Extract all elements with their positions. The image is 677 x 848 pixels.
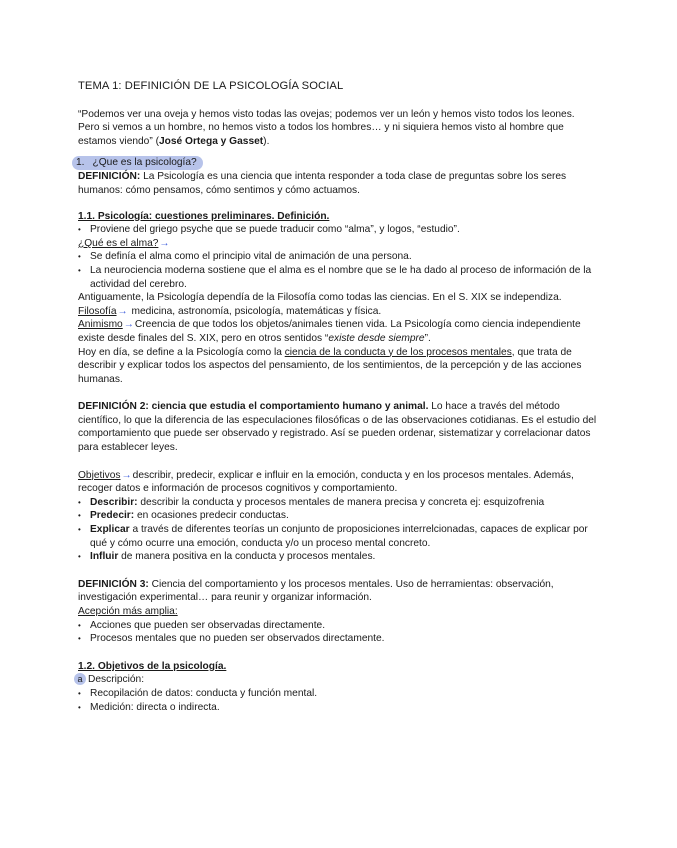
alma-list — [78, 250, 598, 291]
descripcion-list — [78, 687, 598, 714]
section-number: 1. — [76, 157, 85, 169]
list-item — [78, 550, 598, 564]
objetivos-paragraph — [78, 469, 598, 496]
arrow-right-icon: → — [123, 319, 134, 331]
opening-quote — [78, 108, 598, 149]
hoy-post: , que trata de describir y explicar todos los aspectos del pensamiento, de los sentimientos, de la percepción y de las acciones humanas. — [78, 346, 582, 385]
item-text: a través de diferentes teorías un conjunto de proposiciones interrelcionadas, capaces de explicar por qué y cómo ocurre una emoción, conducta y/o un proceso mental concreto. — [90, 524, 588, 549]
quote-author: José Ortega y Gasset — [158, 135, 264, 147]
list-item — [78, 509, 598, 523]
definition-label: DEFINICIÓN: — [78, 171, 141, 183]
filosofia-text: medicina, astronomía, psicología, matemáticas y física. — [128, 305, 382, 317]
acepcion-heading: Acepción más amplia: — [78, 606, 178, 617]
document-body — [78, 80, 598, 714]
animismo-label: Animismo — [78, 319, 123, 331]
item-text: en ocasiones predecir conductas. — [134, 510, 289, 522]
letter-marker: a — [74, 673, 86, 685]
document-title: TEMA 1: DEFINICIÓN DE LA PSICOLOGÍA SOCIAL — [78, 80, 344, 92]
item-term: Explicar — [90, 524, 130, 536]
hoy-paragraph — [78, 346, 598, 387]
item-term: Influir — [90, 551, 119, 563]
quote-text: “Podemos ver una oveja y hemos visto todas las ovejas; podemos ver un león y hemos visto todos los leones. Pero si vemos a un hombre, no hemos visto a todos los hombres… y ni siquiera hemos visto al hombre que estamos viendo” ( — [78, 108, 575, 147]
list-item: • La neurociencia moderna sostiene que el alma es el nombre que se le ha dado al proceso de información de la actividad del cerebro. — [78, 264, 598, 291]
list-item: • Procesos mentales que no pueden ser observados directamente. — [78, 632, 598, 646]
filosofia-line — [78, 305, 598, 319]
alma-question-text: ¿Qué es el alma? — [78, 237, 159, 249]
definition-2-label: DEFINICIÓN 2: — [78, 401, 149, 413]
animismo-italic: existe desde siempre — [328, 332, 425, 344]
arrow-right-icon: → — [159, 237, 170, 249]
list-item — [78, 496, 598, 510]
definition-2 — [78, 400, 598, 454]
item-term: Predecir: — [90, 510, 135, 522]
arrow-right-icon: → — [121, 469, 132, 481]
definition-3-label: DEFINICIÓN 3: — [78, 578, 149, 590]
section-title: ¿Que es la psicología? — [92, 157, 197, 169]
descripcion-line — [78, 673, 598, 687]
list-item — [78, 523, 598, 550]
hoy-underline: ciencia de la conducta y de los procesos mentales — [284, 346, 512, 358]
alma-question — [78, 237, 598, 251]
quote-end: ). — [263, 135, 270, 147]
animismo-end: ”. — [424, 332, 431, 344]
origin-list — [78, 223, 598, 237]
list-item: • Medición: directa o indirecta. — [78, 701, 598, 715]
list-item: • Recopilación de datos: conducta y función mental. — [78, 687, 598, 701]
filosofia-label: Filosofía — [78, 305, 117, 317]
subsection-1-2-heading: 1.2. Objetivos de la psicología. — [78, 660, 227, 672]
hoy-pre: Hoy en día, se define a la Psicología como la — [78, 346, 285, 358]
section-1-heading — [72, 156, 203, 170]
definition-text: La Psicología es una ciencia que intenta responder a toda clase de preguntas sobre los seres humanos: cómo pensamos, cómo sentimos y cómo actuamos. — [78, 171, 567, 196]
objetivos-list — [78, 496, 598, 564]
descripcion-label: Descripción: — [88, 674, 145, 686]
acepcion-list — [78, 619, 598, 646]
animismo-paragraph — [78, 318, 598, 345]
definition-3 — [78, 578, 598, 605]
objetivos-text: describir, predecir, explicar e influir en la emoción, conducta y en los procesos mentales. Además, recoger datos e información de procesos cognitivos y comportamiento. — [78, 469, 574, 495]
list-item: • Se definía el alma como el principio vital de animación de una persona. — [78, 250, 598, 264]
item-term: Describir: — [90, 496, 138, 508]
list-item: • Proviene del griego psyche que se puede traducir como “alma”, y logos, “estudio”. — [78, 223, 598, 237]
definition-3-text: Ciencia del comportamiento y los procesos mentales. Uso de herramientas: observación, investigación experimental… para reunir y organizar información. — [78, 578, 554, 604]
item-text: de manera positiva en la conducta y procesos mentales. — [118, 551, 376, 563]
definition-1 — [78, 170, 598, 197]
item-text: describir la conducta y procesos mentales de manera precisa y concreta ej: esquizofrenia — [137, 496, 545, 508]
animismo-text: Creencia de que todos los objetos/animales tienen vida. La Psicología como ciencia independiente existe desde finales del S. XIX, pero en otros sentidos “ — [78, 319, 581, 344]
definition-2-text: Lo hace a través del método científico, lo que la diferencia de las especulaciones filosóficas o de las observaciones cotidianas. Es el estudio del comportamiento que puede ser observado y registrado. Así se pueden ordenar, sistematizar y correlacionar datos para establecer leyes. — [78, 401, 597, 454]
list-item: • Acciones que pueden ser observadas directamente. — [78, 619, 598, 633]
arrow-right-icon: → — [117, 305, 128, 317]
definition-2-bold: ciencia que estudia el comportamiento humano y animal. — [148, 401, 429, 413]
antiguamente-paragraph: Antiguamente, la Psicología dependía de la Filosofía como todas las ciencias. En el S. XIX se independiza. — [78, 292, 562, 304]
subsection-1-1-heading: 1.1. Psicología: cuestiones preliminares. Definición. — [78, 210, 330, 222]
objetivos-label: Objetivos — [78, 469, 121, 481]
